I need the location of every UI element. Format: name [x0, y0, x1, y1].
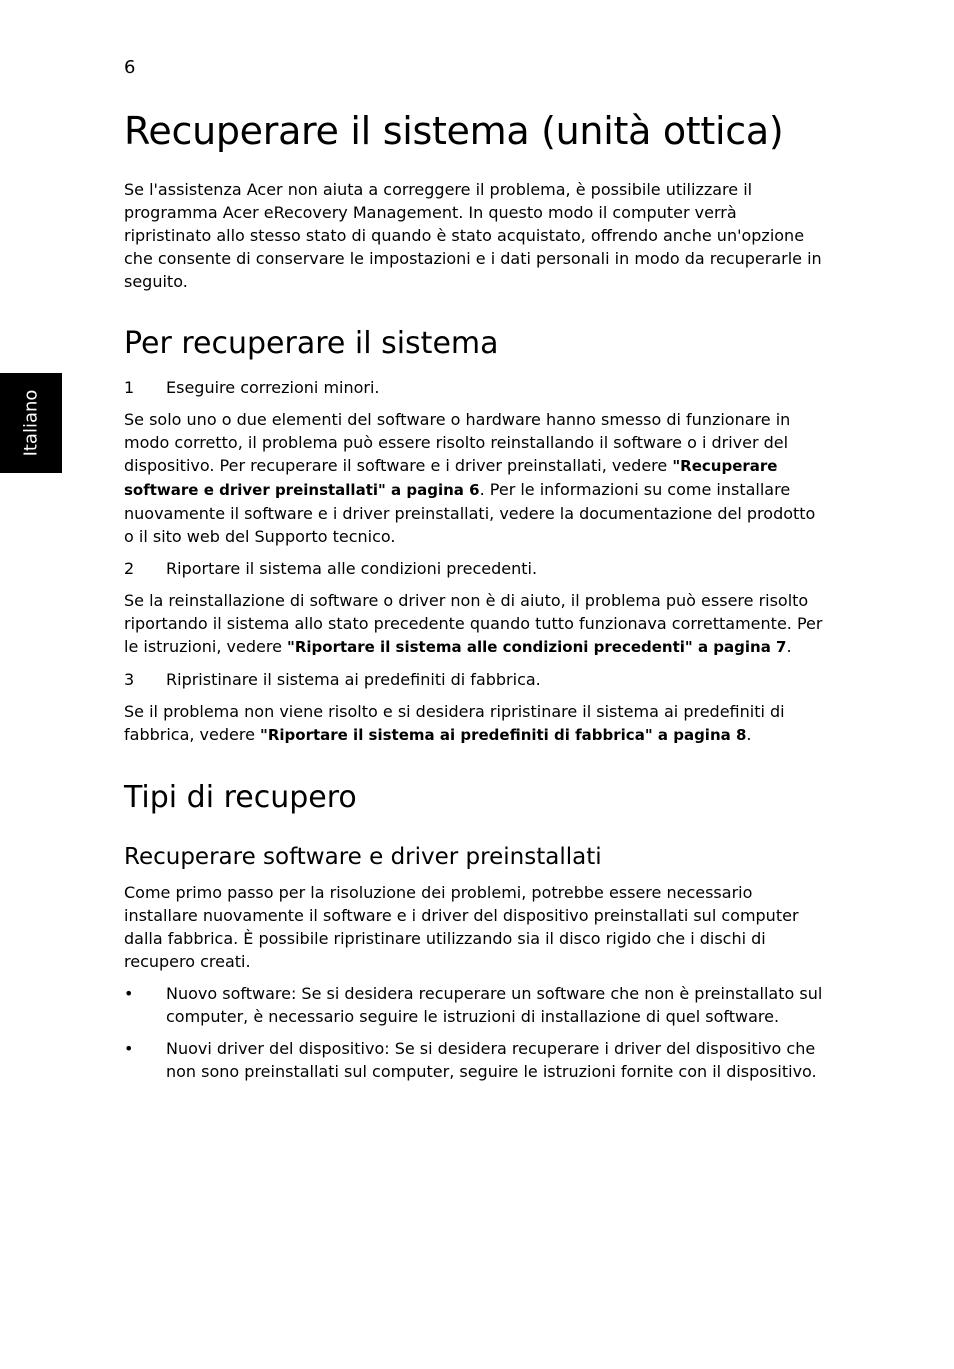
step-item [124, 557, 824, 580]
step-description-text: Se la reinstallazione di software o driver non è di aiuto, il problema può essere risolto riportando il sistema allo stato precedente quando tutto funzionava correttamente. Per le istruzioni, vedere [124, 591, 823, 656]
bullet-list [124, 982, 824, 1083]
step-text: Ripristinare il sistema ai predefiniti di fabbrica. [166, 670, 541, 689]
step-item [124, 376, 824, 399]
step-text: Riportare il sistema alle condizioni precedenti. [166, 559, 538, 578]
page-number: 6 [124, 57, 136, 78]
page-title: Recuperare il sistema (unità ottica) [124, 109, 784, 153]
list-item [124, 1037, 824, 1083]
bullet-icon: • [124, 1039, 134, 1059]
subsection-heading-recover-software: Recuperare software e driver preinstallati [124, 843, 602, 870]
step-description [124, 408, 824, 548]
step-description [124, 700, 824, 747]
step-text: Eseguire correzioni minori. [166, 378, 380, 397]
section-heading-recovery-types: Tipi di recupero [124, 780, 357, 815]
step-description-text: . [786, 637, 792, 656]
step-description-text: . Per le informazioni su come installare nuovamente il software e i driver preinstallati, vedere la documentazione del prodotto o il sito web del Supporto tecnico. [124, 480, 816, 546]
cross-reference-link[interactable]: "Riportare il sistema ai predefiniti di fabbrica" a pagina 8 [260, 726, 747, 744]
section-heading-recover-system: Per recuperare il sistema [124, 325, 499, 361]
cross-reference-link[interactable]: "Recuperare software e driver preinstallati" a pagina 6 [124, 457, 778, 499]
step-number: 2 [124, 559, 135, 578]
subsection-paragraph: Come primo passo per la risoluzione dei problemi, potrebbe essere necessario installare nuovamente il software e i driver del dispositivo preinstallati sul computer dalla fabbrica. È possibile ripristinare utilizzando sia il disco rigido che i dischi di recupero creati. [124, 883, 799, 972]
step-description-text: Se il problema non viene risolto e si desidera ripristinare il sistema ai predefiniti di fabbrica, vedere [124, 702, 785, 744]
bullet-icon: • [124, 984, 134, 1004]
step-description-text: Se solo uno o due elementi del software o hardware hanno smesso di funzionare in modo corretto, il problema può essere risolto reinstallando il software o i driver del dispositivo. Per recuperare il software e i driver preinstallati, vedere [124, 410, 791, 475]
language-side-tab [0, 373, 62, 473]
step-number: 3 [124, 670, 135, 689]
step-item [124, 668, 824, 691]
step-number: 1 [124, 378, 135, 397]
language-side-tab-label: Italiano [20, 389, 42, 457]
list-item-text: Nuovo software: Se si desidera recuperare un software che non è preinstallato sul computer, è necessario seguire le istruzioni di installazione di quel software. [166, 984, 823, 1027]
step-description-text: . [746, 725, 752, 744]
list-item-text: Nuovi driver del dispositivo: Se si desidera recuperare i driver del dispositivo che non sono preinstallati sul computer, seguire le istruzioni fornite con il dispositivo. [166, 1039, 817, 1082]
page-content [124, 108, 824, 1092]
list-item [124, 982, 824, 1028]
step-description [124, 589, 824, 659]
intro-paragraph: Se l'assistenza Acer non aiuta a correggere il problema, è possibile utilizzare il programma Acer eRecovery Management. In questo modo il computer verrà ripristinato allo stesso stato di quando è stato acquistato, offrendo anche un'opzione che consente di conservare le impostazioni e i dati personali in modo da recuperarle in seguito. [124, 179, 822, 291]
cross-reference-link[interactable]: "Riportare il sistema alle condizioni precedenti" a pagina 7 [287, 638, 787, 656]
